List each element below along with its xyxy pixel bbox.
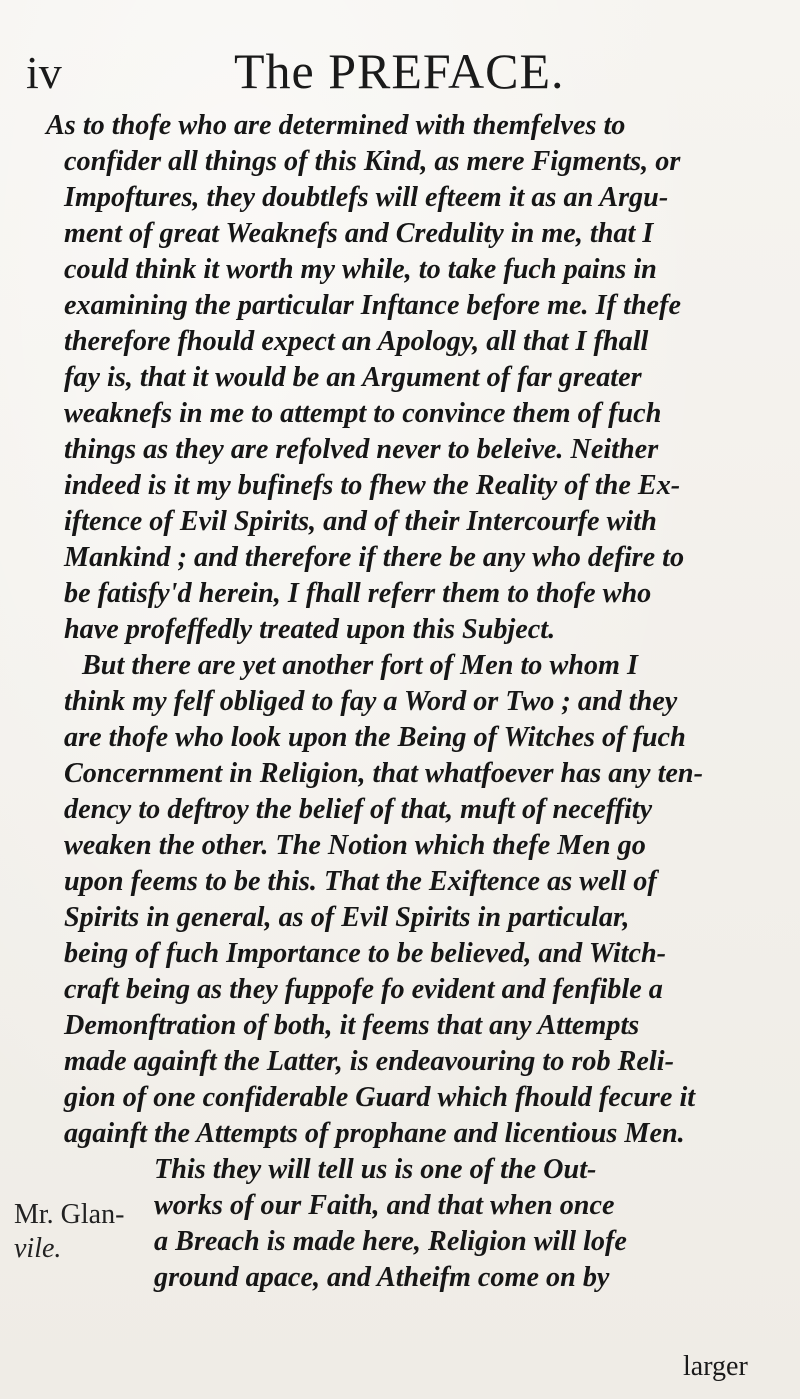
text-line: made againft the Latter, is endeavouring to rob Reli- bbox=[64, 1046, 674, 1077]
text-line: weaknefs in me to attempt to convince them of fuch bbox=[64, 398, 662, 429]
text-line: Concernment in Religion, that whatfoever has any ten- bbox=[64, 758, 703, 789]
catchword: larger bbox=[683, 1351, 748, 1382]
page-header bbox=[26, 42, 786, 102]
text-line: fay is, that it would be an Argument of far greater bbox=[64, 362, 642, 393]
text-line: being of fuch Importance to be believed, and Witch- bbox=[64, 938, 667, 969]
text-line: upon feems to be this. That the Exiftence as well of bbox=[64, 866, 657, 897]
text-line: ment of great Weaknefs and Credulity in me, that I bbox=[64, 218, 654, 249]
text-line: Demonftration of both, it feems that any Attempts bbox=[64, 1010, 640, 1041]
text-line: This they will tell us is one of the Out- bbox=[154, 1154, 597, 1185]
text-line: weaken the other. The Notion which thefe Men go bbox=[64, 830, 646, 861]
text-line: Impoftures, they doubtlefs will efteem it as an Argu- bbox=[64, 182, 669, 213]
text-line: craft being as they fuppofe fo evident and fenfible a bbox=[64, 974, 663, 1005]
text-line: confider all things of this Kind, as mere Figments, or bbox=[64, 146, 681, 177]
text-line: indeed is it my bufinefs to fhew the Reality of the Ex- bbox=[64, 470, 681, 501]
text-line: things as they are refolved never to beleive. Neither bbox=[64, 434, 659, 465]
text-line: But there are yet another fort of Men to whom I bbox=[82, 650, 638, 681]
text-line: gion of one confiderable Guard which fhould fecure it bbox=[64, 1082, 696, 1113]
page-number: iv bbox=[26, 47, 62, 98]
running-title: The PREFACE. bbox=[234, 43, 565, 99]
text-line: a Breach is made here, Religion will lofe bbox=[154, 1226, 627, 1257]
text-line: works of our Faith, and that when once bbox=[154, 1190, 615, 1221]
marginal-note bbox=[14, 1198, 124, 1266]
text-line: are thofe who look upon the Being of Witches of fuch bbox=[64, 722, 686, 753]
text-line: As to thofe who are determined with themfelves to bbox=[46, 110, 626, 141]
text-line: could think it worth my while, to take fuch pains in bbox=[64, 254, 657, 285]
text-line: have profeffedly treated upon this Subject. bbox=[64, 614, 556, 645]
text-line: therefore fhould expect an Apology, all that I fhall bbox=[64, 326, 649, 357]
text-line: think my felf obliged to fay a Word or Two ; and they bbox=[64, 686, 678, 717]
marginal-note-line: vile. bbox=[14, 1233, 62, 1264]
text-line: Mankind ; and therefore if there be any who defire to bbox=[64, 542, 685, 573]
marginal-note-line: Mr. Glan- bbox=[14, 1199, 125, 1230]
text-line: dency to deftroy the belief of that, muft of neceffity bbox=[64, 794, 653, 825]
text-line: be fatisfy'd herein, I fhall referr them to thofe who bbox=[64, 578, 652, 609]
text-line: againft the Attempts of prophane and licentious Men. bbox=[64, 1118, 685, 1149]
text-line: Spirits in general, as of Evil Spirits in particular, bbox=[64, 902, 630, 933]
text-line: ground apace, and Atheifm come on by bbox=[154, 1262, 610, 1293]
text-line: examining the particular Inftance before me. If thefe bbox=[64, 290, 681, 321]
text-line: iftence of Evil Spirits, and of their Intercourfe with bbox=[64, 506, 657, 537]
